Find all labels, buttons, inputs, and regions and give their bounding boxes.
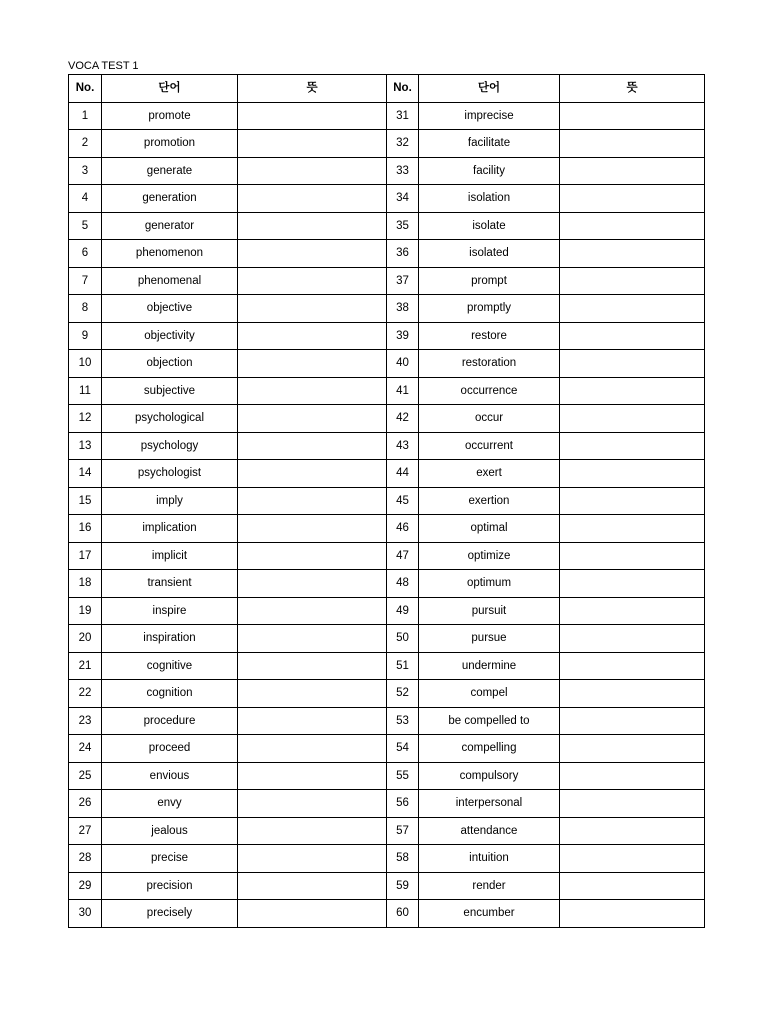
word-cell: promptly xyxy=(419,295,560,323)
header-no-right: No. xyxy=(387,75,419,103)
word-cell: transient xyxy=(102,570,238,598)
row-number: 40 xyxy=(387,350,419,378)
word-cell: generate xyxy=(102,157,238,185)
word-cell: phenomenal xyxy=(102,267,238,295)
test-title: VOCA TEST 1 xyxy=(68,60,139,72)
meaning-answer-cell[interactable] xyxy=(238,872,387,900)
meaning-answer-cell[interactable] xyxy=(238,102,387,130)
table-row xyxy=(69,570,705,598)
meaning-answer-cell[interactable] xyxy=(560,130,705,158)
meaning-answer-cell[interactable] xyxy=(238,405,387,433)
meaning-answer-cell[interactable] xyxy=(238,680,387,708)
meaning-answer-cell[interactable] xyxy=(238,185,387,213)
row-number: 35 xyxy=(387,212,419,240)
meaning-answer-cell[interactable] xyxy=(560,432,705,460)
meaning-answer-cell[interactable] xyxy=(238,377,387,405)
row-number: 16 xyxy=(69,515,102,543)
meaning-answer-cell[interactable] xyxy=(238,322,387,350)
word-cell: intuition xyxy=(419,845,560,873)
meaning-answer-cell[interactable] xyxy=(560,377,705,405)
meaning-answer-cell[interactable] xyxy=(238,432,387,460)
word-cell: cognition xyxy=(102,680,238,708)
word-cell: jealous xyxy=(102,817,238,845)
meaning-answer-cell[interactable] xyxy=(560,267,705,295)
row-number: 14 xyxy=(69,460,102,488)
table-row xyxy=(69,707,705,735)
meaning-answer-cell[interactable] xyxy=(560,707,705,735)
word-cell: prompt xyxy=(419,267,560,295)
row-number: 8 xyxy=(69,295,102,323)
row-number: 6 xyxy=(69,240,102,268)
meaning-answer-cell[interactable] xyxy=(238,790,387,818)
meaning-answer-cell[interactable] xyxy=(560,157,705,185)
row-number: 46 xyxy=(387,515,419,543)
table-row xyxy=(69,322,705,350)
row-number: 54 xyxy=(387,735,419,763)
word-cell: compel xyxy=(419,680,560,708)
meaning-answer-cell[interactable] xyxy=(560,295,705,323)
meaning-answer-cell[interactable] xyxy=(238,487,387,515)
table-row xyxy=(69,597,705,625)
word-cell: attendance xyxy=(419,817,560,845)
meaning-answer-cell[interactable] xyxy=(238,267,387,295)
meaning-answer-cell[interactable] xyxy=(560,350,705,378)
table-row xyxy=(69,185,705,213)
meaning-answer-cell[interactable] xyxy=(560,680,705,708)
row-number: 21 xyxy=(69,652,102,680)
meaning-answer-cell[interactable] xyxy=(238,735,387,763)
table-row xyxy=(69,267,705,295)
table-row xyxy=(69,542,705,570)
row-number: 3 xyxy=(69,157,102,185)
meaning-answer-cell[interactable] xyxy=(238,597,387,625)
meaning-answer-cell[interactable] xyxy=(560,487,705,515)
table-row xyxy=(69,487,705,515)
row-number: 33 xyxy=(387,157,419,185)
meaning-answer-cell[interactable] xyxy=(238,570,387,598)
word-cell: precisely xyxy=(102,900,238,928)
meaning-answer-cell[interactable] xyxy=(238,625,387,653)
table-row xyxy=(69,762,705,790)
word-cell: isolation xyxy=(419,185,560,213)
word-cell: occurrent xyxy=(419,432,560,460)
word-cell: promote xyxy=(102,102,238,130)
word-cell: facilitate xyxy=(419,130,560,158)
word-cell: optimum xyxy=(419,570,560,598)
word-cell: implicit xyxy=(102,542,238,570)
word-cell: promotion xyxy=(102,130,238,158)
row-number: 11 xyxy=(69,377,102,405)
row-number: 38 xyxy=(387,295,419,323)
table-row xyxy=(69,240,705,268)
meaning-answer-cell[interactable] xyxy=(238,295,387,323)
word-cell: occur xyxy=(419,405,560,433)
row-number: 52 xyxy=(387,680,419,708)
meaning-answer-cell[interactable] xyxy=(238,817,387,845)
header-no-left: No. xyxy=(69,75,102,103)
row-number: 4 xyxy=(69,185,102,213)
word-cell: imprecise xyxy=(419,102,560,130)
row-number: 48 xyxy=(387,570,419,598)
row-number: 22 xyxy=(69,680,102,708)
word-cell: psychology xyxy=(102,432,238,460)
table-row xyxy=(69,377,705,405)
header-meaning-right: 뜻 xyxy=(560,75,705,103)
meaning-answer-cell[interactable] xyxy=(238,350,387,378)
word-cell: precise xyxy=(102,845,238,873)
row-number: 28 xyxy=(69,845,102,873)
meaning-answer-cell[interactable] xyxy=(238,460,387,488)
word-cell: procedure xyxy=(102,707,238,735)
meaning-answer-cell[interactable] xyxy=(560,790,705,818)
table-row xyxy=(69,432,705,460)
word-cell: subjective xyxy=(102,377,238,405)
word-cell: psychological xyxy=(102,405,238,433)
row-number: 12 xyxy=(69,405,102,433)
row-number: 17 xyxy=(69,542,102,570)
meaning-answer-cell[interactable] xyxy=(238,240,387,268)
table-row xyxy=(69,157,705,185)
word-cell: proceed xyxy=(102,735,238,763)
row-number: 24 xyxy=(69,735,102,763)
meaning-answer-cell[interactable] xyxy=(560,570,705,598)
word-cell: encumber xyxy=(419,900,560,928)
table-row xyxy=(69,405,705,433)
row-number: 50 xyxy=(387,625,419,653)
row-number: 55 xyxy=(387,762,419,790)
table-row xyxy=(69,102,705,130)
word-cell: restore xyxy=(419,322,560,350)
table-row xyxy=(69,817,705,845)
word-cell: occurrence xyxy=(419,377,560,405)
meaning-answer-cell[interactable] xyxy=(560,460,705,488)
row-number: 29 xyxy=(69,872,102,900)
row-number: 47 xyxy=(387,542,419,570)
row-number: 23 xyxy=(69,707,102,735)
row-number: 9 xyxy=(69,322,102,350)
meaning-answer-cell[interactable] xyxy=(560,322,705,350)
word-cell: objection xyxy=(102,350,238,378)
meaning-answer-cell[interactable] xyxy=(560,652,705,680)
word-cell: compulsory xyxy=(419,762,560,790)
word-cell: inspiration xyxy=(102,625,238,653)
row-number: 19 xyxy=(69,597,102,625)
meaning-answer-cell[interactable] xyxy=(560,735,705,763)
table-row xyxy=(69,680,705,708)
word-cell: pursue xyxy=(419,625,560,653)
meaning-answer-cell[interactable] xyxy=(560,102,705,130)
row-number: 36 xyxy=(387,240,419,268)
row-number: 56 xyxy=(387,790,419,818)
meaning-answer-cell[interactable] xyxy=(560,872,705,900)
row-number: 53 xyxy=(387,707,419,735)
header-word-left: 단어 xyxy=(102,75,238,103)
row-number: 49 xyxy=(387,597,419,625)
word-cell: generator xyxy=(102,212,238,240)
meaning-answer-cell[interactable] xyxy=(238,652,387,680)
row-number: 59 xyxy=(387,872,419,900)
row-number: 41 xyxy=(387,377,419,405)
word-cell: objective xyxy=(102,295,238,323)
word-cell: compelling xyxy=(419,735,560,763)
table-row xyxy=(69,845,705,873)
row-number: 26 xyxy=(69,790,102,818)
meaning-answer-cell[interactable] xyxy=(560,845,705,873)
meaning-answer-cell[interactable] xyxy=(560,185,705,213)
row-number: 57 xyxy=(387,817,419,845)
row-number: 39 xyxy=(387,322,419,350)
row-number: 44 xyxy=(387,460,419,488)
word-cell: exertion xyxy=(419,487,560,515)
row-number: 45 xyxy=(387,487,419,515)
meaning-answer-cell[interactable] xyxy=(238,157,387,185)
row-number: 37 xyxy=(387,267,419,295)
word-cell: isolate xyxy=(419,212,560,240)
table-row xyxy=(69,625,705,653)
word-cell: facility xyxy=(419,157,560,185)
word-cell: undermine xyxy=(419,652,560,680)
row-number: 31 xyxy=(387,102,419,130)
meaning-answer-cell[interactable] xyxy=(560,625,705,653)
table-row xyxy=(69,460,705,488)
meaning-answer-cell[interactable] xyxy=(560,212,705,240)
row-number: 20 xyxy=(69,625,102,653)
word-cell: exert xyxy=(419,460,560,488)
word-cell: pursuit xyxy=(419,597,560,625)
word-cell: precision xyxy=(102,872,238,900)
meaning-answer-cell[interactable] xyxy=(238,707,387,735)
word-cell: interpersonal xyxy=(419,790,560,818)
table-row xyxy=(69,872,705,900)
header-row xyxy=(69,75,705,103)
vocabulary-table xyxy=(68,74,705,928)
row-number: 32 xyxy=(387,130,419,158)
row-number: 51 xyxy=(387,652,419,680)
header-meaning-left: 뜻 xyxy=(238,75,387,103)
row-number: 27 xyxy=(69,817,102,845)
row-number: 34 xyxy=(387,185,419,213)
meaning-answer-cell[interactable] xyxy=(560,597,705,625)
meaning-answer-cell[interactable] xyxy=(560,240,705,268)
meaning-answer-cell[interactable] xyxy=(560,900,705,928)
word-cell: envious xyxy=(102,762,238,790)
word-cell: cognitive xyxy=(102,652,238,680)
row-number: 42 xyxy=(387,405,419,433)
word-cell: psychologist xyxy=(102,460,238,488)
meaning-answer-cell[interactable] xyxy=(238,762,387,790)
row-number: 5 xyxy=(69,212,102,240)
meaning-answer-cell[interactable] xyxy=(560,405,705,433)
word-cell: objectivity xyxy=(102,322,238,350)
meaning-answer-cell[interactable] xyxy=(560,762,705,790)
word-cell: imply xyxy=(102,487,238,515)
row-number: 60 xyxy=(387,900,419,928)
word-cell: envy xyxy=(102,790,238,818)
row-number: 30 xyxy=(69,900,102,928)
word-cell: inspire xyxy=(102,597,238,625)
table-row xyxy=(69,735,705,763)
table-body xyxy=(69,102,705,927)
row-number: 15 xyxy=(69,487,102,515)
row-number: 7 xyxy=(69,267,102,295)
meaning-answer-cell[interactable] xyxy=(238,845,387,873)
row-number: 1 xyxy=(69,102,102,130)
table-row xyxy=(69,212,705,240)
meaning-answer-cell[interactable] xyxy=(560,817,705,845)
word-cell: be compelled to xyxy=(419,707,560,735)
word-cell: implication xyxy=(102,515,238,543)
table-row xyxy=(69,652,705,680)
table-row xyxy=(69,900,705,928)
word-cell: phenomenon xyxy=(102,240,238,268)
word-cell: restoration xyxy=(419,350,560,378)
word-cell: generation xyxy=(102,185,238,213)
word-cell: isolated xyxy=(419,240,560,268)
meaning-answer-cell[interactable] xyxy=(238,130,387,158)
word-cell: optimize xyxy=(419,542,560,570)
row-number: 18 xyxy=(69,570,102,598)
table-row xyxy=(69,515,705,543)
meaning-answer-cell[interactable] xyxy=(238,900,387,928)
meaning-answer-cell[interactable] xyxy=(238,542,387,570)
row-number: 13 xyxy=(69,432,102,460)
row-number: 58 xyxy=(387,845,419,873)
meaning-answer-cell[interactable] xyxy=(238,515,387,543)
row-number: 25 xyxy=(69,762,102,790)
word-cell: optimal xyxy=(419,515,560,543)
row-number: 2 xyxy=(69,130,102,158)
meaning-answer-cell[interactable] xyxy=(560,542,705,570)
row-number: 10 xyxy=(69,350,102,378)
header-word-right: 단어 xyxy=(419,75,560,103)
table-row xyxy=(69,295,705,323)
row-number: 43 xyxy=(387,432,419,460)
table-row xyxy=(69,790,705,818)
table-row xyxy=(69,130,705,158)
table-row xyxy=(69,350,705,378)
meaning-answer-cell[interactable] xyxy=(560,515,705,543)
meaning-answer-cell[interactable] xyxy=(238,212,387,240)
word-cell: render xyxy=(419,872,560,900)
